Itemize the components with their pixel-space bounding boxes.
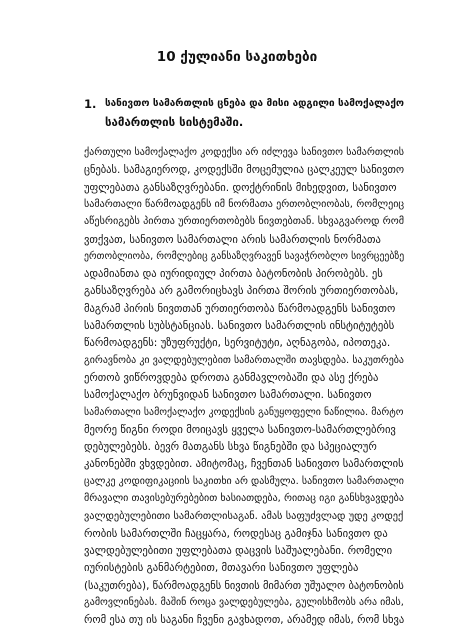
body-line: იურისტების განმარტებით, მთავარი სანივთო უფლება xyxy=(84,562,359,575)
page-title: 10 ქულიანი საკითხები xyxy=(156,49,318,65)
body-line: ქართული სამოქალაქო კოდექსი არ იძლევა სანივთო სამართლის xyxy=(84,147,405,158)
section-heading-line-1: სანივთო სამართლის ცნება და მისი ადგილი სამოქალაქო xyxy=(105,98,405,109)
body-line: ვთქვათ, სანივთო სამართალი არის სამართლის ნორმათა xyxy=(84,233,381,246)
body-line: მრავალი თავისებურებებით ხასიათდება, რითაც იგი განსხვავდება xyxy=(84,493,404,504)
body-line: ადამიანთა და იურიდიულ პირთა ბატონობის პირობებს. ეს xyxy=(84,268,383,281)
body-line: ერთობ ვიწროვდება დროთა განმავლობაში და ასე ქრება xyxy=(84,371,379,384)
body-line: ცნებას. სამაგიეროდ, კოდექსში მოცემულია ცალკეულ სანივთო xyxy=(84,164,405,177)
body-line: აწესრიგებს პირთა ურთიერთობებს ნივთებთან. სხვაგვაროდ რომ xyxy=(84,216,405,228)
body-line: განსაზღვრება არ გამორიცხავს პირთა შორის ურთიერთობას, xyxy=(84,285,399,298)
body-line: (საკუთრება), წარმოადგენს ნივთის მიმართ უშუალო ბატონობის xyxy=(84,579,404,592)
body-line: წარმოადგენს: უზუფრუქტი, სერვიტუტი, აღნაგობა, იპოთეკა. xyxy=(84,337,391,350)
body-line: უფლებათა განსაზღვრებანი. დოქტრინის მიხედვით, სანივთო xyxy=(84,181,397,194)
body-line: დებულებებს. ბევრ მათგანს სხვა წიგნებში და სპეციალურ xyxy=(84,441,377,454)
section-number: 1. xyxy=(84,97,97,111)
body-line: სამართალი სამოქალაქო კოდექსის განუყოფელი ნაწილია. მარტო xyxy=(84,406,404,418)
body-line: გამოვლინებას. მაშინ როცა ვალდებულება, გულისხმობს არა იმას, xyxy=(84,596,404,608)
body-line: რომ ესა თუ ის საგანი ჩვენი გავხადოთ, არამედ იმას, რომ სხვა xyxy=(84,614,405,627)
body-line: ვალდებულებითი სამართლისაგან. ამას საფუძვლად უდე კოდექ xyxy=(84,510,404,523)
body-line: ცალკე კოდიფიკაციის საკითხი არ დასმულა. სანივთო სამართალი xyxy=(84,475,404,487)
body-line: ვალდებულებითი უფლებათა დაცვის საშუალებანი. რომელი xyxy=(84,544,393,557)
section-heading-line-2: სამართლის სისტემაში. xyxy=(105,115,244,129)
body-line: სამოქალაქო ბრუნვიდან სანივთო სამართალი. სანივთო xyxy=(84,389,372,402)
body-line: სამართალი წარმოადგენს იმ ნორმათა ერთობლიობას, რომლეიც xyxy=(84,198,405,210)
body-line: კანონებში ვხვდებით. ამიტომაც, ჩვენთან სანივთო სამართლის xyxy=(84,458,404,471)
body-line: მეორე წიგნი როდი მოიცავს ყველა სანივთო-სამართლებრივ xyxy=(84,423,396,436)
body-line: გირავნობა კი ვალდებულებით სამართალში თავსდება. საკუთრება xyxy=(84,354,404,366)
body-line: მაგრამ პირის ნივთთან ურთიერთობა წარმოადგენს სანივთო xyxy=(84,302,396,315)
body-line: ერთობლიობა, რომლებიც განსაზღვრავენ სავაჭრობლო სივრცეებზე xyxy=(84,250,405,262)
body-line: რობის სამართლში ჩაცყარა, როდესაც გამიჯნა სანივთო და xyxy=(84,527,388,540)
body-line: სამართლის სუბსტანციას. სანივთო სამართლის ინსტიტუტებს xyxy=(84,320,395,332)
